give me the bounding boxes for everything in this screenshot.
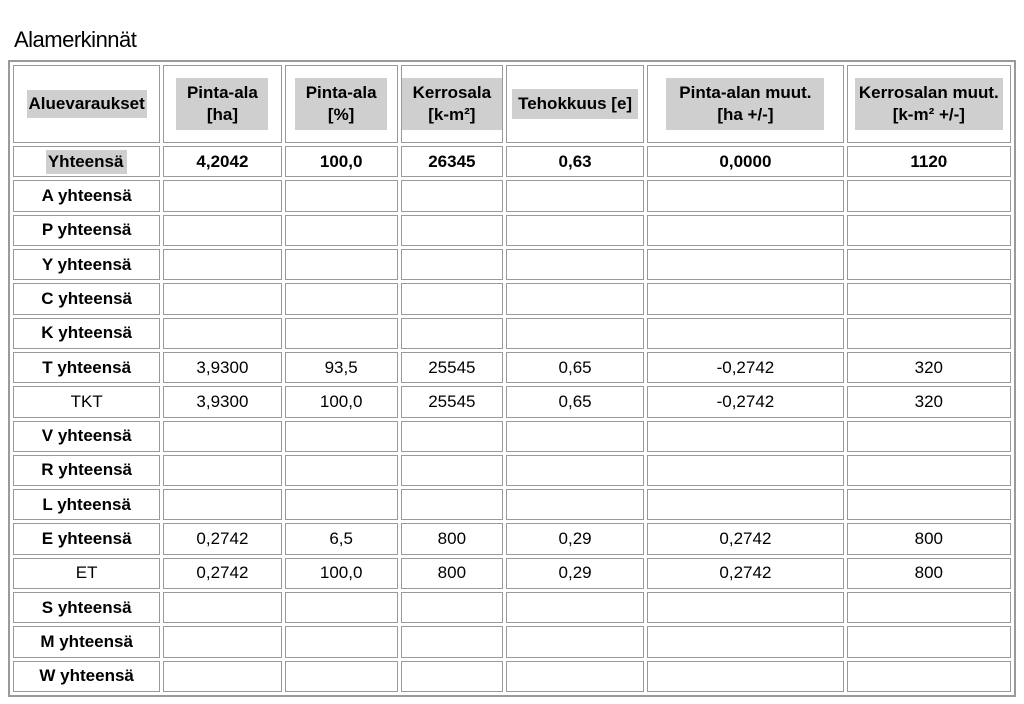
value-cell	[401, 489, 503, 520]
value-cell: 0,2742	[647, 558, 843, 589]
value-cell	[647, 318, 843, 349]
value-cell: 4,2042	[163, 146, 281, 177]
value-cell	[647, 455, 843, 486]
value-cell	[506, 455, 644, 486]
value-cell	[163, 626, 281, 657]
value-cell	[847, 661, 1011, 692]
value-cell: 0,65	[506, 352, 644, 383]
table-row	[13, 215, 1011, 246]
table-row	[13, 146, 1011, 177]
value-cell	[285, 626, 398, 657]
value-cell	[401, 626, 503, 657]
table-row	[13, 283, 1011, 314]
row-label-cell	[13, 146, 160, 177]
table-row	[13, 592, 1011, 623]
value-cell: 100,0	[285, 386, 398, 417]
header-cell-pinta-alan-muut	[647, 65, 843, 143]
table-row	[13, 489, 1011, 520]
value-cell	[285, 455, 398, 486]
row-label-cell: M yhteensä	[13, 626, 160, 657]
value-cell	[285, 283, 398, 314]
row-label-cell: R yhteensä	[13, 455, 160, 486]
value-cell: 0,65	[506, 386, 644, 417]
table-row	[13, 558, 1011, 589]
total-label: Yhteensä	[46, 150, 128, 174]
table-row	[13, 180, 1011, 211]
value-cell	[847, 626, 1011, 657]
value-cell: 100,0	[285, 558, 398, 589]
header-cell-tehokkuus	[506, 65, 644, 143]
value-cell: 800	[401, 558, 503, 589]
value-cell: 800	[847, 558, 1011, 589]
value-cell	[163, 249, 281, 280]
value-cell	[285, 318, 398, 349]
value-cell	[847, 215, 1011, 246]
value-cell	[647, 661, 843, 692]
value-cell	[647, 215, 843, 246]
row-label-cell: W yhteensä	[13, 661, 160, 692]
value-cell: 320	[847, 352, 1011, 383]
value-cell	[163, 318, 281, 349]
table-row	[13, 386, 1011, 417]
header-row	[13, 65, 1011, 143]
value-cell	[163, 661, 281, 692]
row-label-cell: V yhteensä	[13, 421, 160, 452]
value-cell	[401, 318, 503, 349]
table-row	[13, 455, 1011, 486]
value-cell	[401, 215, 503, 246]
value-cell	[163, 421, 281, 452]
land-use-grid	[10, 62, 1014, 695]
row-label-cell: ET	[13, 558, 160, 589]
table-body	[13, 146, 1011, 692]
table-row	[13, 626, 1011, 657]
value-cell	[506, 215, 644, 246]
page-title: Alamerkinnät	[14, 27, 137, 52]
value-cell: 0,0000	[647, 146, 843, 177]
row-label-cell: S yhteensä	[13, 592, 160, 623]
value-cell: 6,5	[285, 523, 398, 554]
value-cell	[285, 592, 398, 623]
value-cell	[647, 249, 843, 280]
value-cell	[647, 489, 843, 520]
header-label: Pinta-ala [ha]	[176, 78, 268, 130]
header-label: Kerrosala [k-m²]	[402, 78, 502, 130]
value-cell	[847, 455, 1011, 486]
value-cell: 800	[401, 523, 503, 554]
value-cell: 0,2742	[647, 523, 843, 554]
row-label-cell: L yhteensä	[13, 489, 160, 520]
value-cell: -0,2742	[647, 386, 843, 417]
value-cell	[285, 421, 398, 452]
table-row	[13, 249, 1011, 280]
value-cell	[847, 318, 1011, 349]
value-cell: 25545	[401, 352, 503, 383]
header-cell-aluevaraukset	[13, 65, 160, 143]
value-cell: 3,9300	[163, 352, 281, 383]
value-cell	[847, 421, 1011, 452]
header-cell-pinta-ala-percent	[285, 65, 398, 143]
value-cell: 0,2742	[163, 523, 281, 554]
row-label-cell: A yhteensä	[13, 180, 160, 211]
table-row	[13, 523, 1011, 554]
value-cell	[401, 592, 503, 623]
header-label: Pinta-ala [%]	[295, 78, 387, 130]
value-cell	[506, 249, 644, 280]
value-cell	[401, 249, 503, 280]
value-cell: 100,0	[285, 146, 398, 177]
value-cell	[401, 455, 503, 486]
table-row	[13, 318, 1011, 349]
value-cell	[506, 318, 644, 349]
table-row	[13, 661, 1011, 692]
row-label-cell: C yhteensä	[13, 283, 160, 314]
value-cell	[647, 283, 843, 314]
value-cell	[506, 626, 644, 657]
header-label: Pinta-alan muut. [ha +/-]	[666, 78, 824, 130]
value-cell: 0,2742	[163, 558, 281, 589]
value-cell	[285, 180, 398, 211]
table-row	[13, 352, 1011, 383]
value-cell	[163, 215, 281, 246]
value-cell: 93,5	[285, 352, 398, 383]
value-cell: 1120	[847, 146, 1011, 177]
header-label: Aluevaraukset	[27, 90, 147, 118]
value-cell	[847, 489, 1011, 520]
value-cell	[163, 489, 281, 520]
header-label: Kerrosalan muut. [k-m² +/-]	[855, 78, 1003, 130]
row-label-cell: P yhteensä	[13, 215, 160, 246]
value-cell	[647, 626, 843, 657]
value-cell	[285, 215, 398, 246]
value-cell: 3,9300	[163, 386, 281, 417]
row-label-cell: TKT	[13, 386, 160, 417]
table-row	[13, 421, 1011, 452]
header-cell-kerrosala	[401, 65, 503, 143]
value-cell	[401, 421, 503, 452]
value-cell: 320	[847, 386, 1011, 417]
value-cell: 25545	[401, 386, 503, 417]
value-cell	[847, 283, 1011, 314]
header-label: Tehokkuus [e]	[512, 89, 638, 119]
value-cell	[647, 592, 843, 623]
value-cell	[285, 489, 398, 520]
value-cell	[506, 283, 644, 314]
value-cell	[401, 180, 503, 211]
row-label-cell: K yhteensä	[13, 318, 160, 349]
value-cell	[285, 661, 398, 692]
value-cell: 0,63	[506, 146, 644, 177]
value-cell	[506, 592, 644, 623]
value-cell: 26345	[401, 146, 503, 177]
value-cell	[847, 592, 1011, 623]
value-cell	[506, 180, 644, 211]
value-cell	[163, 592, 281, 623]
value-cell	[163, 283, 281, 314]
value-cell	[506, 421, 644, 452]
value-cell	[506, 489, 644, 520]
value-cell: 0,29	[506, 523, 644, 554]
row-label-cell: E yhteensä	[13, 523, 160, 554]
value-cell	[647, 421, 843, 452]
value-cell	[285, 249, 398, 280]
row-label-cell: Y yhteensä	[13, 249, 160, 280]
value-cell	[163, 455, 281, 486]
value-cell	[647, 180, 843, 211]
value-cell	[506, 661, 644, 692]
value-cell	[847, 249, 1011, 280]
value-cell: 0,29	[506, 558, 644, 589]
value-cell: 800	[847, 523, 1011, 554]
header-cell-pinta-ala-ha	[163, 65, 281, 143]
land-use-table	[8, 60, 1016, 697]
value-cell	[847, 180, 1011, 211]
value-cell	[401, 661, 503, 692]
value-cell: -0,2742	[647, 352, 843, 383]
row-label-cell: T yhteensä	[13, 352, 160, 383]
value-cell	[401, 283, 503, 314]
header-cell-kerrosalan-muut	[847, 65, 1011, 143]
value-cell	[163, 180, 281, 211]
